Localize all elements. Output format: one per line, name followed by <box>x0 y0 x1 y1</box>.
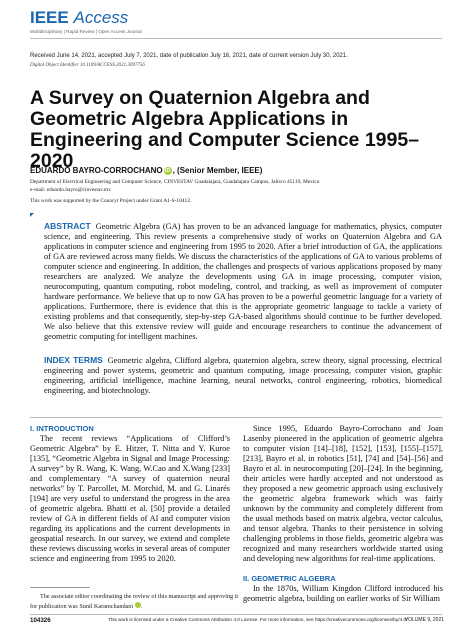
header-rule <box>30 38 442 39</box>
abstract-marker-icon <box>30 213 34 217</box>
author-name: EDUARDO BAYRO-CORROCHANO <box>30 166 163 175</box>
abstract-label: ABSTRACT <box>44 221 91 231</box>
index-terms-text: Geometric algebra, Clifford algebra, quaternion algebra, screw theory, signal processing, electrical engineering and power systems, geometric and quantum computing, image processing, computer vision, graphic engineering, artificial intelligence, machine learning, neural networks, control engineering, robotics, biomedical engineering, and biotechnology. <box>44 356 443 395</box>
footnote-text: The associate editor coordinating the review of this manuscript and approving it for publication was Sunil Karamchandani <box>30 593 239 610</box>
section-heading-geometric-algebra: II. GEOMETRIC ALGEBRA <box>243 574 336 583</box>
orcid-small-icon[interactable] <box>135 602 141 608</box>
editor-footnote: The associate editor coordinating the review of this manuscript and approving it for publication was Sunil Karamchandani . <box>30 593 239 610</box>
index-terms-label: INDEX TERMS <box>44 355 103 365</box>
logo-tagline: Multidisciplinary | Rapid Review | Open Access Journal <box>30 29 142 34</box>
section-heading-introduction: I. INTRODUCTION <box>30 424 94 433</box>
index-terms <box>44 355 442 396</box>
footer-rule <box>30 614 442 615</box>
orcid-icon[interactable]: iD <box>164 168 171 174</box>
abstract <box>44 221 442 342</box>
footnote-rule <box>30 587 90 588</box>
author-line <box>30 166 262 175</box>
journal-logo <box>30 9 128 27</box>
author-affiliation: Department of Electrical Engineering and Computer Science, CINVESTAV Guadalajara, Guadalajara Campus, Jalisco 45119, Mexico <box>30 179 320 185</box>
author-email: e-mail: eduardo.bayro@cinvestav.mx <box>30 187 111 193</box>
license-notice[interactable]: This work is licensed under a Creative Commons Attribution 4.0 License. For more information, see https://creativecommons.org/licenses/by/4.0/ <box>108 617 408 622</box>
paper-title: A Survey on Quaternion Algebra and Geometric Algebra Applications in Engineering and Computer Science 1995–2020 <box>30 87 420 172</box>
left-column <box>30 424 230 564</box>
page-number: 104326 <box>30 617 51 624</box>
funding-note: This work was supported by the Conacyt Project under Grant A1-S-10412. <box>30 198 192 204</box>
intro-paragraph-1: The recent reviews “Applications of Clifford’s Geometric Algebra” by E. Hitzer, T. Nitta and Y. Kuroe [135], “Geometric Algebra in Signal and Image Processing: A survey” by R. Wang, K. Wang, W.Cao and X.Wang [233] and complementary “A survey of quaternion neural networks” by T. Parcollet, M. Morchid, M. and G. Linarés [194] are very useful to understand the progress in the area of geometric algebra. Bhatti et al. [50] provide a detailed review of GA in different fields of AI and computer vision regarding its applications and the current developments in geospatial research. In our survey, we extend and complete these reviews discussing works in several areas of computer science and engineering from 1995 to 2020. <box>30 434 230 563</box>
intro-paragraph-2: Since 1995, Eduardo Bayro-Corrochano and Joan Lasenby pioneered in the application of geometric algebra to computer vision [14]–[18], [152], [153], [155]–[157], [213], Bayro et al. in robotics [51], [74] and [54]–[56] and Bayro et al. in neurocomputing [20]–[24]. In the beginning, their articles were hardly accepted and not understood as they proposed a new geometric approach using exclusively the geometric algebra framework which was fairly unknown by the community and completely different from the usual methods based on matrix algebra, vector calculus, and tensor algebra. Thanks to their persistence in solving challenging problems in those fields, geometric algebra was recognized and many researchers worldwide started using and developing new algorithms for real-time applications. <box>243 424 443 563</box>
logo-ieee: IEEE <box>30 8 69 27</box>
received-dates: Received June 14, 2021, accepted July 7, 2021, date of publication July 16, 2021, date of current version July 30, 2021. <box>30 53 348 59</box>
right-column <box>243 424 443 604</box>
section2-paragraph-1: In the 1870s, William Kingdon Clifford introduced his geometric algebra, building on earlier works of Sir William <box>243 584 443 603</box>
author-membership: , (Senior Member, IEEE) <box>172 166 263 175</box>
volume-label: VOLUME 9, 2021 <box>404 617 444 623</box>
abstract-rule <box>30 417 442 418</box>
doi-line: Digital Object Identifier 10.1109/ACCESS.2021.3097756 <box>30 63 145 68</box>
logo-access: Access <box>73 8 129 27</box>
abstract-text: Geometric Algebra (GA) has proven to be an advanced language for mathematics, physics, computer science, and engineering. This review presents a comprehensive study of works on Quaternion Algebra and GA applications in computer science and engineering from 1995 to 2020. After a brief introduction of GA, the applications of GA are reviewed across many fields. We discuss the characteristics of the applications of GA to various problems of computer science and engineering. In addition, the challenges and prospects of various applications proposed by many researchers are analyzed. We analyze the developments using GA in image processing, computer vision, neurocomputing, quantum computing, robot modeling, control, and tracking, as well as improvement of computer hardware performance. We believe that up to now GA has proven to be a powerful geometric language for a variety of applications. Furthermore, there is evidence that this is the appropriate geometric language to tackle a variety of existing problems and that consequently, step-by-step GA-based algorithms should continue to be further developed. We also believe that this extensive review will guide and encourage researchers to continue the advancement of geometric computing for intelligent machines. <box>44 222 443 341</box>
